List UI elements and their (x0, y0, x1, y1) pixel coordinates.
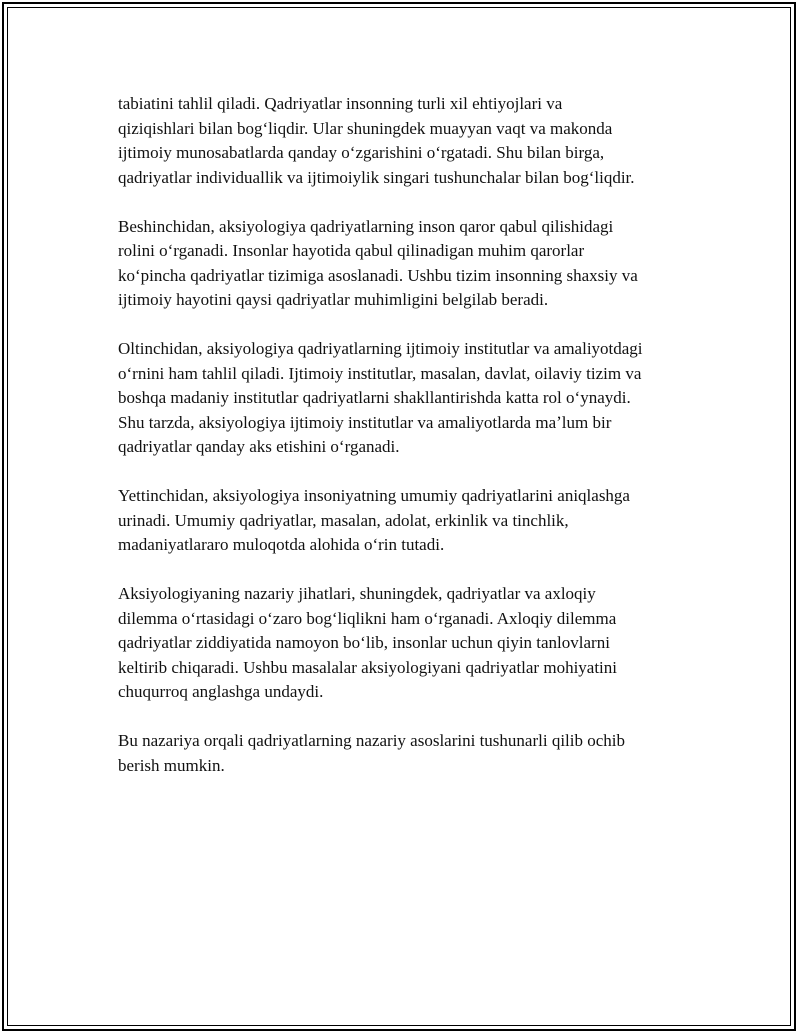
paragraph-1: tabiatini tahlil qiladi. Qadriyatlar insonning turli xil ehtiyojlari va qiziqishlari bilan bogʻliqdir. Ular shuningdek muayyan vaqt va makonda ijtimoiy munosabatlarda qanday oʻzgarishini oʻrgatadi. Shu bilan birga, qadriyatlar individuallik va ijtimoiylik singari tushunchalar bilan bogʻliqdir. (118, 94, 635, 187)
paragraph-3: Oltinchidan, aksiyologiya qadriyatlarning ijtimoiy institutlar va amaliyotdagi oʻrnini ham tahlil qiladi. Ijtimoiy institutlar, masalan, davlat, oilaviy tizim va boshqa madaniy institutlar qadriyatlarni shakllantirishda katta rol oʻynaydi. Shu tarzda, aksiyologiya ijtimoiy institutlar va amaliyotlarda maʼlum bir qadriyatlar qanday aks etishini oʻrganadi. (118, 339, 643, 456)
paragraph-5: Aksiyologiyaning nazariy jihatlari, shuningdek, qadriyatlar va axloqiy dilemma oʻrtasidagi oʻzaro bogʻliqlikni ham oʻrganadi. Axloqiy dilemma qadriyatlar ziddiyatida namoyon boʻlib, insonlar uchun qiyin tanlovlarni keltirib chiqaradi. Ushbu masalalar aksiyologiyani qadriyatlar mohiyatini chuqurroq anglashga undaydi. (118, 584, 618, 701)
document-body (118, 92, 698, 803)
paragraph-6: Bu nazariya orqali qadriyatlarning nazariy asoslarini tushunarli qilib ochib berish mumkin. (118, 731, 626, 775)
paragraph-2: Beshinchidan, aksiyologiya qadriyatlarning inson qaror qabul qilishidagi rolini oʻrganadi. Insonlar hayotida qabul qilinadigan muhim qarorlar koʻpincha qadriyatlar tizimiga asoslanadi. Ushbu tizim insonning shaxsiy va ijtimoiy hayotini qaysi qadriyatlar muhimligini belgilab beradi. (118, 216, 638, 309)
paragraph-4: Yettinchidan, aksiyologiya insoniyatning umumiy qadriyatlarini aniqlashga urinadi. Umumiy qadriyatlar, masalan, adolat, erkinlik va tinchlik, madaniyatlararo muloqotda alohida oʻrin tutadi. (118, 486, 630, 554)
